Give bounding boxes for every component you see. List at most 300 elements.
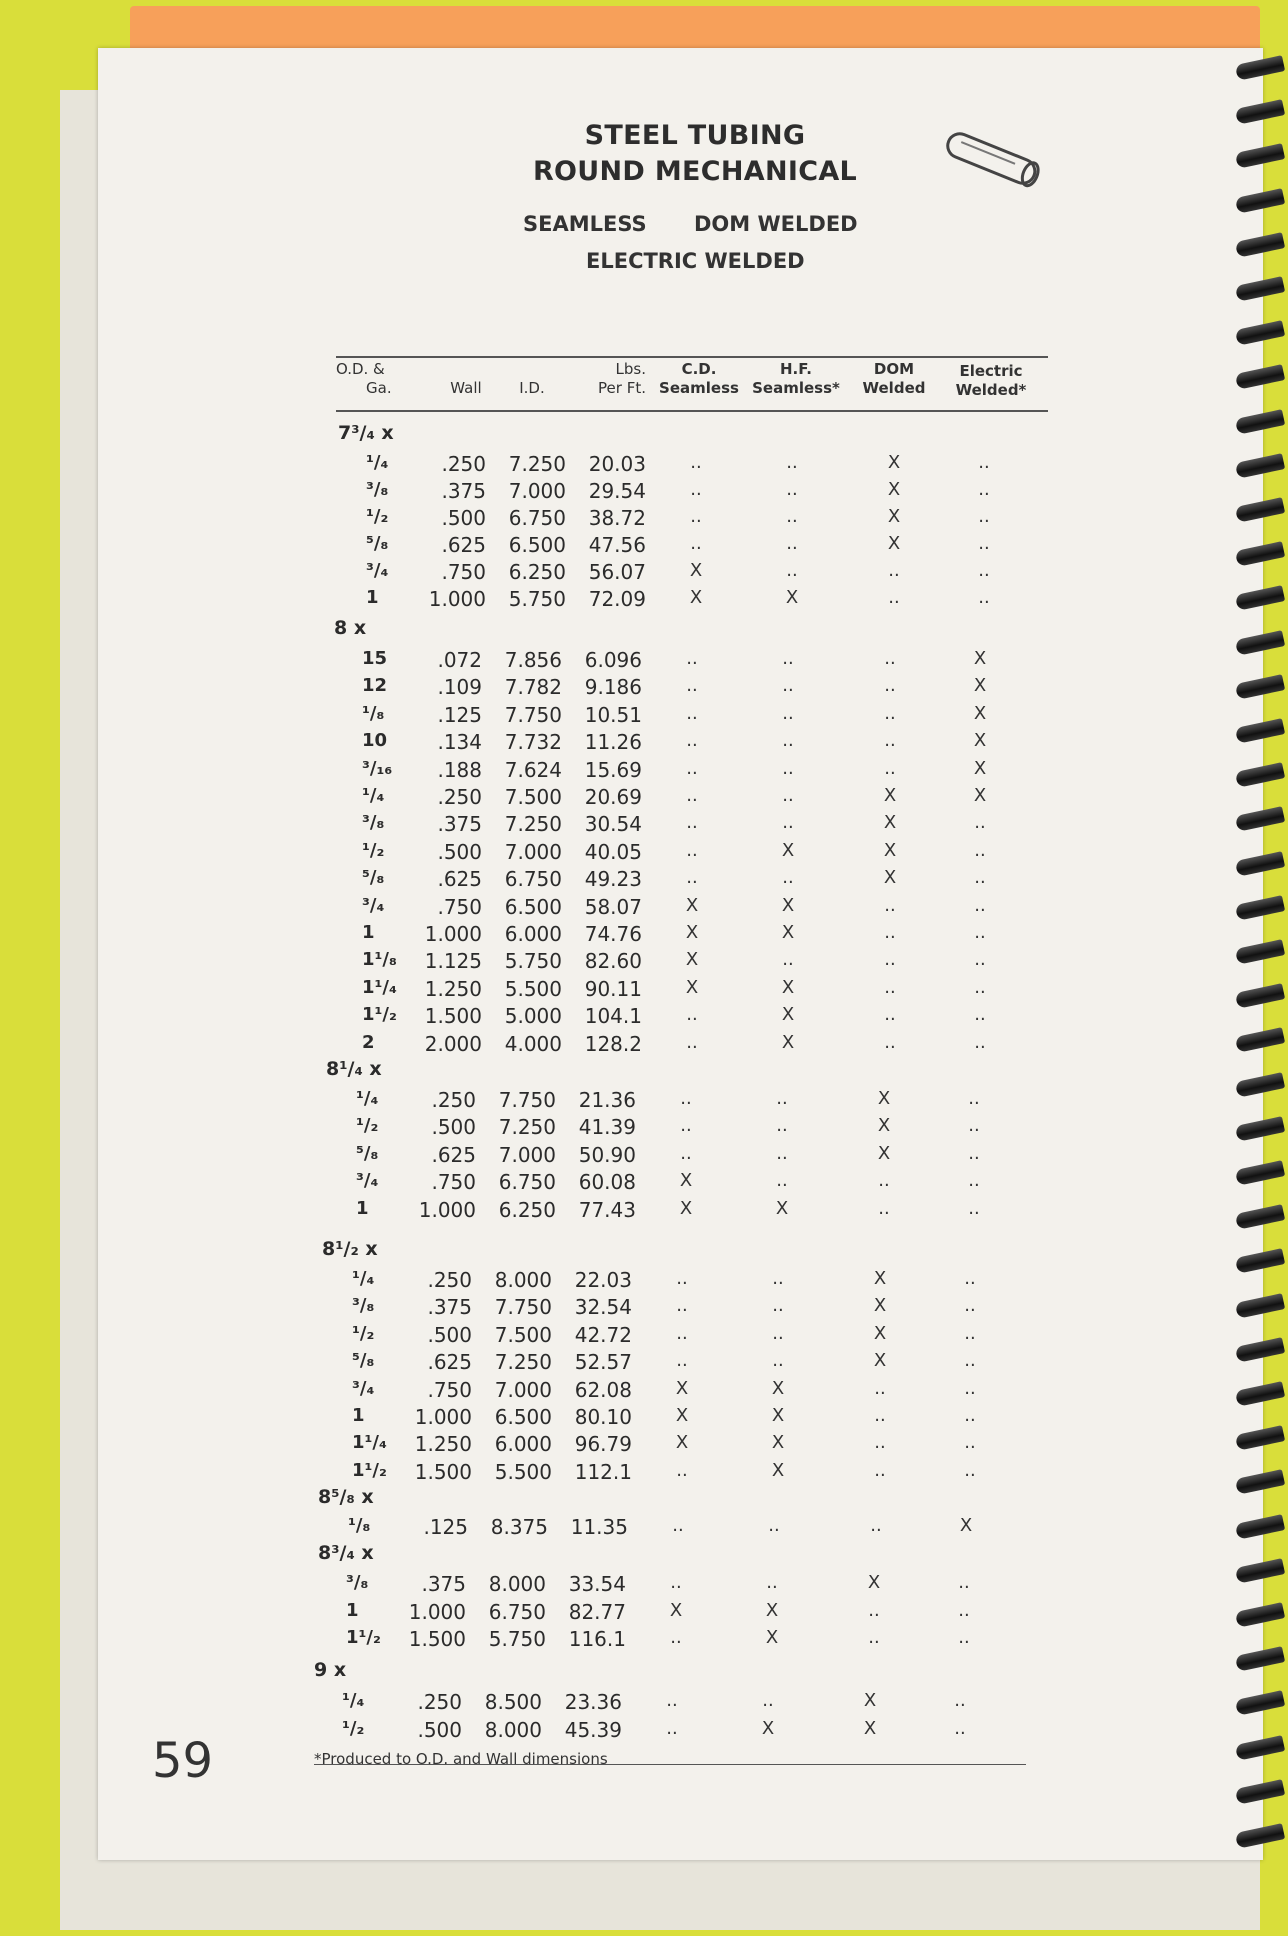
gauge-cell: ³/₈ [346,1572,369,1593]
cd-seamless-cell: X [685,922,699,943]
table-row [0,977,1165,1003]
wall-cell: 1.000 [424,922,482,946]
wall-cell: .375 [421,1572,466,1596]
dom-welded-cell: .. [884,922,896,943]
gauge-cell: ¹/₈ [348,1515,371,1536]
electric-welded-cell: X [973,675,987,697]
electric-welded-cell: .. [964,1432,976,1454]
wall-cell: .500 [427,1322,472,1347]
col-head-dom-line1: DOM [873,360,915,378]
table-row [0,1088,1165,1114]
hf-seamless-cell: X [781,894,795,916]
subtitle-electric-welded: ELECTRIC WELDED [586,249,805,273]
col-head-lbs-line1: Lbs. [615,360,646,378]
gauge-cell: ¹/₂ [362,839,385,861]
dom-welded-cell: X [883,812,897,834]
electric-welded-cell: .. [974,949,986,971]
cd-seamless-cell: .. [690,506,702,527]
electric-welded-cell: X [973,730,987,752]
gauge-cell: 10 [362,730,388,752]
lbs-cell: 21.36 [578,1088,636,1112]
gauge-cell: ³/₁₆ [362,757,393,779]
lbs-cell: 62.08 [574,1377,632,1402]
spiral-coil [1235,1691,1285,1717]
gauge-cell: ³/₈ [352,1295,375,1317]
lbs-cell: 116.1 [568,1627,626,1652]
dom-welded-cell: .. [868,1627,880,1649]
col-head-cd [654,360,744,398]
id-cell: 7.782 [504,675,562,700]
cd-seamless-cell: X [675,1377,689,1399]
cd-seamless-cell: X [685,894,699,916]
subtitle-dom-welded: DOM WELDED [694,212,858,236]
page-title [520,118,870,190]
electric-welded-cell: .. [974,1031,986,1053]
dom-welded-cell: X [873,1322,887,1344]
electric-welded-cell: X [973,757,987,779]
id-cell: 6.750 [498,1170,556,1195]
wall-cell: 1.500 [408,1627,466,1652]
spiral-coil [1235,144,1285,170]
electric-welded-cell: X [973,785,987,806]
gauge-cell: 15 [362,648,388,669]
id-cell: 7.000 [504,839,562,864]
wall-cell: .625 [441,533,486,557]
cd-seamless-cell: .. [686,702,698,724]
hf-seamless-cell: .. [776,1115,788,1137]
gauge-cell: ³/₄ [356,1170,379,1192]
dom-welded-cell: X [877,1115,891,1137]
col-head-hf-line1: H.F. [780,360,812,378]
group-label: 8 x [334,617,367,639]
electric-welded-cell: .. [964,1459,976,1481]
table-row [0,703,1165,729]
wall-cell: 1.250 [414,1432,472,1457]
electric-welded-cell: .. [974,976,986,998]
lbs-cell: 47.56 [588,533,646,557]
table-row [0,1323,1165,1349]
hf-seamless-cell: .. [782,702,794,724]
table-row [0,1600,1165,1626]
group-label: 7³/₄ x [338,422,394,444]
lbs-cell: 41.39 [578,1115,636,1140]
tube-icon [935,120,1055,200]
table-row [0,1432,1165,1458]
cd-seamless-cell: .. [680,1142,692,1164]
spiral-coil [1235,1249,1285,1275]
hf-seamless-cell: .. [782,648,794,669]
id-cell: 7.750 [504,702,562,727]
id-cell: 8.500 [484,1690,542,1714]
gauge-cell: ³/₄ [362,894,385,916]
spiral-coil [1235,320,1285,346]
electric-welded-cell: .. [964,1377,976,1399]
cd-seamless-cell: .. [676,1459,688,1481]
cd-seamless-cell: X [679,1170,693,1192]
dom-welded-cell: .. [884,976,896,998]
col-head-ew-line1: Electric [959,362,1023,380]
lbs-cell: 9.186 [584,675,642,700]
electric-welded-cell: .. [974,922,986,943]
table-row [0,1627,1165,1653]
wall-cell: 2.000 [424,1031,482,1056]
col-head-hf [748,360,844,398]
cd-seamless-cell: X [685,976,699,998]
electric-welded-cell: .. [978,452,990,473]
wall-cell: 1.000 [418,1197,476,1222]
dom-welded-cell: X [873,1350,887,1372]
id-cell: 6.000 [494,1432,552,1457]
spiral-coil [1235,1823,1285,1849]
gauge-cell: ¹/₂ [342,1717,365,1739]
table-row [0,1143,1165,1169]
cd-seamless-cell: .. [686,812,698,834]
spiral-coil [1235,1337,1285,1363]
cd-seamless-cell: .. [686,867,698,889]
electric-welded-cell: .. [968,1142,980,1164]
hf-seamless-cell: .. [772,1322,784,1344]
id-cell: 7.624 [504,757,562,782]
table-row [0,1515,1165,1541]
wall-cell: .250 [431,1088,476,1112]
lbs-cell: 11.35 [570,1515,628,1539]
spiral-coil [1235,718,1285,744]
col-head-od-line1: O.D. & [336,360,385,378]
lbs-cell: 82.60 [584,949,642,974]
gauge-cell: ¹/₄ [356,1088,379,1109]
spiral-coil [1235,939,1285,965]
dom-welded-cell: .. [884,949,896,971]
hf-seamless-cell: X [785,587,799,608]
group-label: 8¹/₄ x [326,1058,382,1080]
id-cell: 7.750 [494,1295,552,1320]
spiral-coil [1235,1204,1285,1230]
spiral-coil [1235,1116,1285,1142]
hf-seamless-cell: .. [772,1295,784,1317]
id-cell: 7.000 [494,1377,552,1402]
cd-seamless-cell: .. [676,1350,688,1372]
spiral-coil [1235,1646,1285,1672]
cd-seamless-cell: X [689,587,703,608]
electric-welded-cell: .. [974,894,986,916]
table-row [0,1032,1165,1058]
spiral-coil [1235,851,1285,877]
spiral-coil [1235,1470,1285,1496]
table-row [0,1460,1165,1486]
lbs-cell: 45.39 [564,1717,622,1742]
electric-welded-cell: .. [964,1268,976,1289]
table-row [0,452,1165,478]
table-row [0,812,1165,838]
wall-cell: .375 [441,479,486,503]
table-row [0,1690,1165,1716]
lbs-cell: 10.51 [584,702,642,727]
cd-seamless-cell: X [679,1197,693,1219]
wall-cell: 1.125 [424,949,482,974]
dom-welded-cell: .. [884,648,896,669]
electric-welded-cell: X [973,648,987,669]
hf-seamless-cell: .. [782,785,794,806]
table-row [0,479,1165,505]
dom-welded-cell: X [873,1268,887,1289]
lbs-cell: 40.05 [584,839,642,864]
id-cell: 6.500 [504,894,562,919]
wall-cell: .134 [437,730,482,755]
gauge-cell: ³/₄ [366,560,389,581]
wall-cell: .625 [431,1142,476,1167]
cd-seamless-cell: .. [672,1515,684,1536]
spiral-coil [1235,1425,1285,1451]
table-row [0,1268,1165,1294]
hf-seamless-cell: .. [762,1690,774,1711]
id-cell: 6.000 [504,922,562,946]
wall-cell: .625 [427,1350,472,1375]
id-cell: 6.500 [494,1405,552,1429]
table-row [0,675,1165,701]
electric-welded-cell: .. [978,479,990,500]
lbs-cell: 90.11 [584,976,642,1001]
gauge-cell: ¹/₄ [352,1268,375,1289]
electric-welded-cell: .. [974,867,986,889]
table-row [0,1378,1165,1404]
dom-welded-cell: .. [874,1377,886,1399]
hf-seamless-cell: .. [776,1142,788,1164]
gauge-cell: ¹/₄ [342,1690,365,1711]
dom-welded-cell: .. [884,894,896,916]
dom-welded-cell: .. [884,1004,896,1026]
spiral-coil [1235,365,1285,391]
lbs-cell: 56.07 [588,560,646,584]
dom-welded-cell: X [877,1088,891,1109]
col-head-ew-line2: Welded* [955,381,1027,399]
gauge-cell: 1¹/₄ [352,1432,387,1454]
hf-seamless-cell: X [781,1004,795,1026]
col-head-cd-line2: Seamless [659,379,739,397]
id-cell: 7.750 [498,1088,556,1112]
group-label: 8³/₄ x [318,1542,374,1564]
hf-seamless-cell: X [781,922,795,943]
spiral-coil [1235,586,1285,612]
spiral-coil [1235,1514,1285,1540]
electric-welded-cell: .. [964,1322,976,1344]
id-cell: 7.856 [504,648,562,672]
dom-welded-cell: .. [878,1197,890,1219]
gauge-cell: ³/₈ [366,479,389,500]
id-cell: 7.250 [494,1350,552,1375]
electric-welded-cell: .. [978,587,990,608]
spiral-coil [1235,1293,1285,1319]
hf-seamless-cell: .. [782,757,794,779]
spiral-coil [1235,1558,1285,1584]
cd-seamless-cell: .. [686,648,698,669]
dom-welded-cell: .. [874,1459,886,1481]
hf-seamless-cell: .. [768,1515,780,1536]
id-cell: 7.500 [494,1322,552,1347]
electric-welded-cell: .. [978,533,990,554]
electric-welded-cell: .. [978,560,990,581]
lbs-cell: 60.08 [578,1170,636,1195]
wall-cell: .188 [437,757,482,782]
gauge-cell: 1 [366,587,379,608]
hf-seamless-cell: X [771,1377,785,1399]
cd-seamless-cell: .. [686,1031,698,1053]
subtitle-seamless: SEAMLESS [523,212,647,236]
table-row [0,840,1165,866]
dom-welded-cell: X [883,839,897,861]
id-cell: 8.000 [488,1572,546,1596]
lbs-cell: 58.07 [584,894,642,919]
gauge-cell: 1¹/₄ [362,976,397,998]
col-head-hf-line2: Seamless* [752,379,840,397]
cd-seamless-cell: .. [686,785,698,806]
id-cell: 4.000 [504,1031,562,1056]
lbs-cell: 112.1 [574,1459,632,1484]
hf-seamless-cell: .. [782,867,794,889]
lbs-cell: 77.43 [578,1197,636,1222]
footnote: *Produced to O.D. and Wall dimensions [314,1750,608,1768]
wall-cell: 1.500 [414,1459,472,1484]
dom-welded-cell: X [887,533,901,554]
wall-cell: 1.000 [408,1599,466,1624]
wall-cell: 1.000 [414,1405,472,1429]
spiral-binding [1228,40,1288,1860]
table-row [0,758,1165,784]
table-row [0,949,1165,975]
cd-seamless-cell: X [675,1405,689,1426]
cd-seamless-cell: .. [676,1322,688,1344]
table-row [0,1004,1165,1030]
spiral-coil [1235,276,1285,302]
electric-welded-cell: .. [968,1197,980,1219]
col-head-dom [856,360,932,398]
electric-welded-cell: .. [958,1627,970,1649]
table-row [0,1572,1165,1598]
hf-seamless-cell: .. [786,533,798,554]
table-top-rule [336,356,1048,358]
cd-seamless-cell: X [675,1432,689,1454]
id-cell: 5.000 [504,1004,562,1029]
electric-welded-cell: .. [974,812,986,834]
wall-cell: .250 [437,785,482,809]
cd-seamless-cell: .. [666,1690,678,1711]
spiral-coil [1235,99,1285,125]
table-row [0,1350,1165,1376]
cd-seamless-cell: .. [670,1627,682,1649]
lbs-cell: 49.23 [584,867,642,892]
spiral-coil [1235,188,1285,214]
id-cell: 6.750 [508,506,566,530]
wall-cell: .250 [427,1268,472,1292]
id-cell: 7.000 [498,1142,556,1167]
gauge-cell: 1 [362,922,375,943]
col-head-id: I.D. [519,379,545,397]
electric-welded-cell: .. [974,1004,986,1026]
lbs-cell: 15.69 [584,757,642,782]
spiral-coil [1235,409,1285,435]
hf-seamless-cell: .. [772,1350,784,1372]
gauge-cell: ¹/₈ [362,702,385,724]
electric-welded-cell: .. [964,1350,976,1372]
hf-seamless-cell: .. [776,1170,788,1192]
lbs-cell: 20.03 [588,452,646,476]
wall-cell: .750 [427,1377,472,1402]
hf-seamless-cell: .. [782,730,794,752]
gauge-cell: ⁵/₈ [356,1142,379,1164]
wall-cell: .375 [437,812,482,837]
gauge-cell: ¹/₄ [362,785,385,806]
electric-welded-cell: .. [958,1572,970,1593]
lbs-cell: 32.54 [574,1295,632,1320]
dom-welded-cell: .. [878,1170,890,1192]
wall-cell: 1.000 [428,587,486,611]
hf-seamless-cell: X [781,839,795,861]
group-label: 9 x [314,1659,347,1681]
col-head-ew [946,362,1036,400]
hf-seamless-cell: X [761,1717,775,1739]
dom-welded-cell: .. [868,1599,880,1621]
title-line-1: STEEL TUBING [584,120,806,151]
wall-cell: .072 [437,648,482,672]
cd-seamless-cell: .. [680,1088,692,1109]
hf-seamless-cell: X [771,1459,785,1481]
dom-welded-cell: .. [884,757,896,779]
id-cell: 6.250 [498,1197,556,1222]
gauge-cell: 1 [356,1197,369,1219]
id-cell: 6.750 [504,867,562,892]
hf-seamless-cell: X [771,1405,785,1426]
dom-welded-cell: X [883,785,897,806]
dom-welded-cell: .. [870,1515,882,1536]
electric-welded-cell: .. [968,1170,980,1192]
lbs-cell: 50.90 [578,1142,636,1167]
lbs-cell: 38.72 [588,506,646,530]
wall-cell: 1.250 [424,976,482,1001]
wall-cell: .375 [427,1295,472,1320]
hf-seamless-cell: X [765,1599,779,1621]
cd-seamless-cell: .. [676,1268,688,1289]
wall-cell: .109 [437,675,482,700]
col-head-od [336,360,396,398]
cd-seamless-cell: .. [686,757,698,779]
cd-seamless-cell: .. [686,730,698,752]
page-number: 59 [152,1733,214,1789]
table-row [0,648,1165,674]
lbs-cell: 42.72 [574,1322,632,1347]
spiral-coil [1235,55,1285,81]
lbs-cell: 11.26 [584,730,642,755]
cd-seamless-cell: .. [686,839,698,861]
spiral-coil [1235,1381,1285,1407]
dom-welded-cell: .. [888,560,900,581]
table-row [0,533,1165,559]
dom-welded-cell: .. [884,1031,896,1053]
dom-welded-cell: X [863,1690,877,1711]
gauge-cell: ⁵/₈ [366,533,389,554]
catalog-page [98,48,1263,1860]
wall-cell: .750 [441,560,486,584]
dom-welded-cell: X [883,867,897,889]
gauge-cell: ¹/₂ [352,1322,375,1344]
hf-seamless-cell: .. [772,1268,784,1289]
spiral-coil [1235,983,1285,1009]
lbs-cell: 52.57 [574,1350,632,1375]
cd-seamless-cell: .. [690,452,702,473]
cd-seamless-cell: X [669,1599,683,1621]
wall-cell: .500 [417,1717,462,1742]
gauge-cell: 1¹/₂ [346,1627,381,1649]
lbs-cell: 74.76 [584,922,642,946]
electric-welded-cell: .. [954,1690,966,1711]
